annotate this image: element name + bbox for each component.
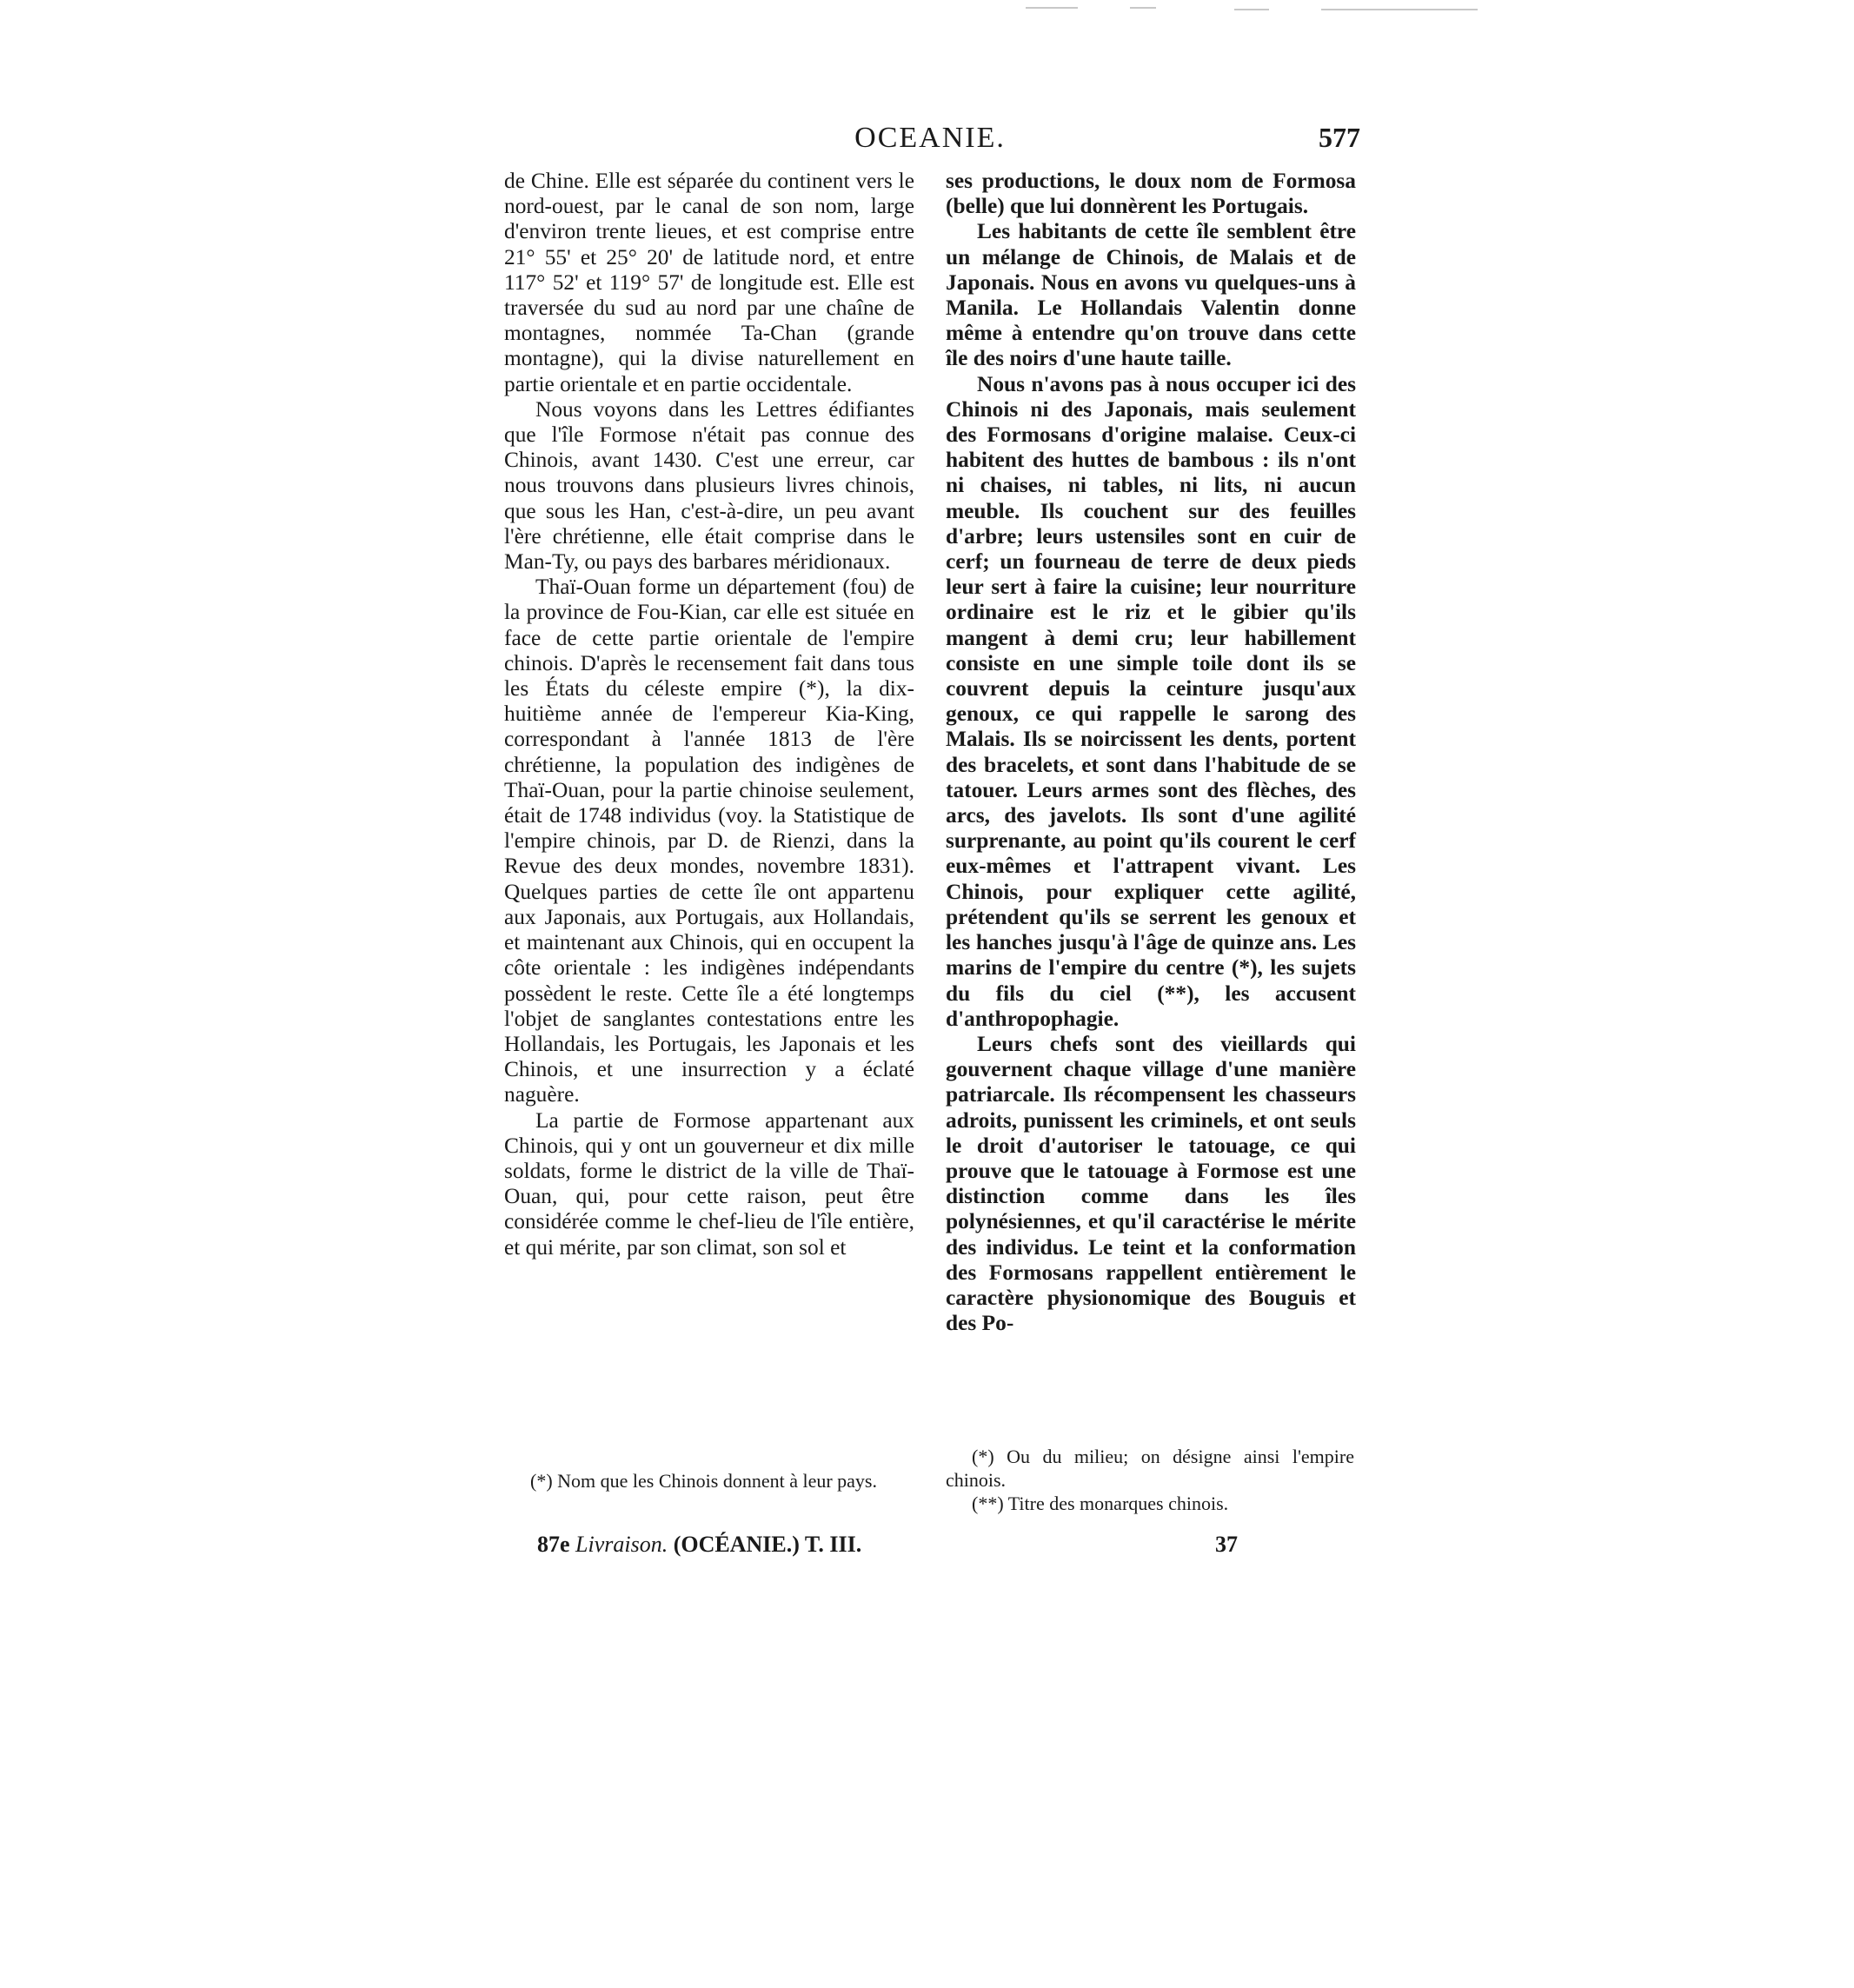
page-number: 577: [1319, 122, 1360, 153]
paragraph: Les habitants de cette île semblent être un mélange de Chinois, de Malais et de Japonais. Nous en avons vu quelques-uns à Manila. Le Hollandais Valentin donne même à entendre qu'on trouve dans cette île des noirs d'une haute taille.: [946, 219, 1356, 371]
footnote-left: [504, 1469, 913, 1493]
paragraph: La partie de Formose appartenant aux Chinois, qui y ont un gouverneur et dix mille soldats, forme le district de la ville de Thaï-Ouan, qui, pour cette raison, peut être considérée comme le chef-lieu de l'île entière, et qui mérite, par son climat, son sol et: [504, 1107, 914, 1260]
paragraph: Leurs chefs sont des vieillards qui gouvernent chaque village d'une manière patriarcale. Ils récompensent les chasseurs adroits, punissent les criminels, et ont seuls le droit d'autoriser le tatouage, ce qui prouve que le tatouage à Formose est une distinction comme dans les îles polynésiennes, et qu'il caractérise le mérite des individus. Le teint et la conformation des Formosans rappellent entièrement le caractère physionomique des Bouguis et des Po-: [946, 1031, 1356, 1336]
footnote-right: [946, 1445, 1354, 1515]
scan-edge-mark: [1234, 9, 1269, 10]
running-title: OCEANIE.: [854, 122, 1006, 154]
paragraph: Nous voyons dans les Lettres édifiantes que l'île Formose n'était pas connue des Chinois, avant 1430. C'est une erreur, car nous trouvons dans plusieurs livres chinois, que sous les Han, c'est-à-dire, un peu avant l'ère chrétienne, elle était comprise dans le Man-Ty, ou pays des barbares méridionaux.: [504, 396, 914, 575]
livraison-number: 87e: [537, 1532, 570, 1557]
scan-edge-mark: [1026, 7, 1078, 9]
footnote: (**) Titre des monarques chinois.: [972, 1493, 1229, 1514]
paragraph: ses productions, le doux nom de Formosa (belle) que lui donnèrent les Portugais.: [946, 169, 1356, 219]
scan-edge-mark: [1321, 9, 1478, 10]
paragraph: Nous n'avons pas à nous occuper ici des Chinois ni des Japonais, mais seulement des Formosans d'origine malaise. Ceux-ci habitent des huttes de bambous : ils n'ont ni chaises, ni tables, ni lits, ni aucun meuble. Ils couchent sur des feuilles d'arbre; leurs ustensiles sont en cuir de cerf; un fourneau de terre de deux pieds leur sert à faire la cuisine; leur nourriture ordinaire est le riz et le gibier qu'ils mangent à demi cru; leur habillement consiste en une simple toile dont ils se couvrent depuis la ceinture jusqu'aux genoux, ce qui rappelle le sarong des Malais. Ils se noircissent les dents, portent des bracelets, et sont dans l'habitude de se tatouer. Leurs armes sont des flèches, des arcs, des javelots. Ils sont d'une agilité surprenante, au point qu'ils courent le cerf eux-mêmes et l'attrapent vivant. Les Chinois, pour expliquer cette agilité, prétendent qu'ils se serrent les genoux et les hanches jusqu'à l'âge de quinze ans. Les marins de l'empire du centre (*), les sujets du fils du ciel (**), les accusent d'anthropophagie.: [946, 371, 1356, 1031]
signature-mark: [537, 1532, 861, 1558]
footnote: (*) Nom que les Chinois donnent à leur pays.: [530, 1470, 877, 1492]
right-column: [946, 169, 1356, 1336]
livraison-word: Livraison.: [575, 1532, 668, 1557]
scan-edge-mark: [1130, 7, 1156, 9]
volume-label: (OCÉANIE.) T. III.: [673, 1532, 862, 1557]
running-head: [500, 122, 1360, 163]
paragraph: Thaï-Ouan forme un département (fou) de la province de Fou-Kian, car elle est située en face de cette partie orientale de l'empire chinois. D'après le recensement fait dans tous les États du céleste empire (*), la dix-huitième année de l'empereur Kia-King, correspondant à l'année 1813 de l'ère chrétienne, la population des indigènes de Thaï-Ouan, pour la partie chinoise seulement, était de 1748 individus (voy. la Statistique de l'empire chinois, par D. de Rienzi, dans la Revue des deux mondes, novembre 1831). Quelques parties de cette île ont appartenu aux Japonais, aux Portugais, aux Hollandais, et maintenant aux Chinois, qui en occupent la côte orientale : les indigènes indépendants possèdent le reste. Cette île a été longtemps l'objet de sanglantes contestations entre les Hollandais, les Portugais, les Japonais et les Chinois, et une insurrection y a éclaté naguère.: [504, 575, 914, 1107]
paragraph: de Chine. Elle est séparée du continent vers le nord-ouest, par le canal de son nom, large d'environ trente lieues, et est comprise entre 21° 55' et 25° 20' de latitude nord, et entre 117° 52' et 119° 57' de longitude est. Elle est traversée du sud au nord par une chaîne de montagnes, nommée Ta-Chan (grande montagne), qui la divise naturellement en partie orientale et en partie occidentale.: [504, 169, 914, 396]
left-column: [504, 169, 914, 1260]
footnote: (*) Ou du milieu; on désigne ainsi l'empire chinois.: [946, 1446, 1354, 1491]
gathering-number: 37: [1215, 1532, 1238, 1557]
